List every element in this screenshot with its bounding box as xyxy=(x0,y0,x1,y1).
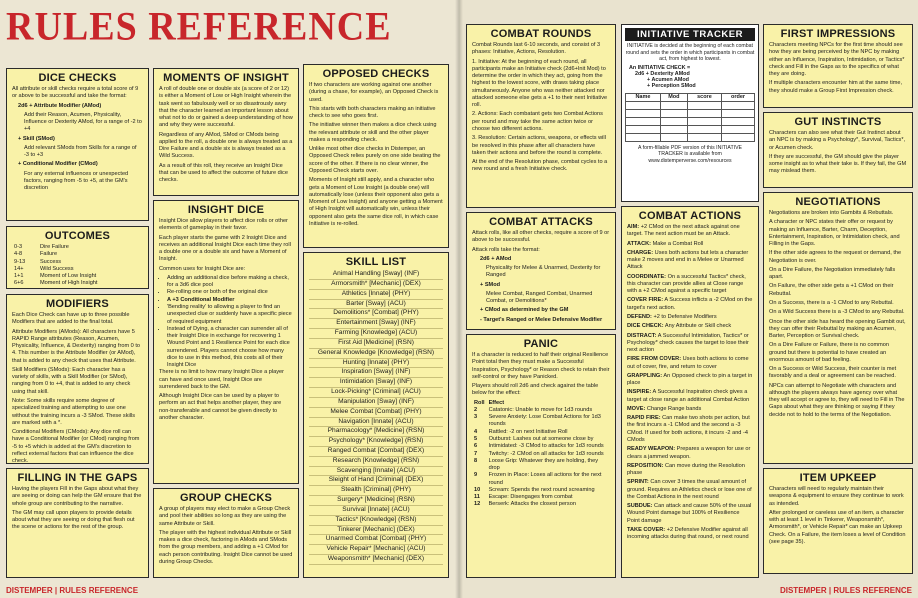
attack-formula-defense: - Target's Ranged or Melee Defensive Modifier xyxy=(480,316,603,323)
skill-item: Tactics* [Knowledge] (RSN) xyxy=(309,516,443,526)
group-checks-heading: GROUP CHECKS xyxy=(179,492,273,504)
table-row xyxy=(12,244,143,251)
panic-roll: 4 xyxy=(474,428,478,435)
attack-formula-smod: + SMod xyxy=(480,281,501,288)
combat-actions-list xyxy=(627,224,753,541)
tracker-calc-1: 2d6 + Dexterity AMod xyxy=(635,70,690,77)
outcome-result: Failure xyxy=(39,251,58,258)
outcome-roll: 6+6 xyxy=(14,280,24,287)
panic-heading: PANIC xyxy=(523,338,559,350)
table-row xyxy=(12,280,143,287)
combat-action-name: TAKE COVER: xyxy=(627,526,666,533)
tracker-cell[interactable] xyxy=(722,133,755,141)
skill-item: Barter [Sway] (ACU) xyxy=(309,300,443,310)
combat-action-desc: A Successful Intimidation, Tactics* or Psychology* check causes the target to lose their next action xyxy=(627,332,749,354)
combat-action-name: SPRINT: xyxy=(627,479,649,486)
skill-item: Melee Combat [Combat] (PHY) xyxy=(309,408,443,418)
skill-item: Ranged Combat [Combat] (DEX) xyxy=(309,447,443,457)
dice-formula-desc: Add their Reason, Acumen, Physicality, Influence or Dexterity AMod, for a range of -2 to +4 xyxy=(24,111,142,133)
opposed-p4: Unlike most other dice checks in Distemper, an Opposed Check relies purely on one side beating the score of the other. If there is no clear winner, the Opposed Check starts over. xyxy=(309,146,441,175)
panic-effect: Outburst: Lashes out at someone close by xyxy=(488,436,594,443)
skill-item: Pharmacology* [Medicine] (RSN) xyxy=(309,427,443,437)
insight-p1: Insight Dice allow players to affect dice rolls or other elements of gameplay in their favor. xyxy=(159,218,288,232)
combat-action-name: DICE CHECK: xyxy=(627,323,664,330)
table-row xyxy=(12,251,143,258)
combat-action-name: COORDINATE: xyxy=(627,273,667,280)
skill-item: Tinkerer [Mechanic] (DEX) xyxy=(309,526,443,536)
panic-effect: Catatonic: Unable to move for 1d3 rounds xyxy=(488,406,593,413)
combat-action-item xyxy=(627,241,753,248)
combat-attacks-p1: Attack rolls, like all other checks, require a score of 9 or above to be successful. xyxy=(472,230,610,244)
negotiations-p10: On a Success or Wild Success, their counter is met favorably and a deal or agreement can be reached. xyxy=(769,366,897,380)
first-impressions-p1: Characters meeting NPCs for the first time should see how they are being perceived by the NPC by making either an Influence, Inspiration, Intimidation, or Tactics* check and Fill in the Gaps as to the specifics of what they are doing. xyxy=(769,42,905,78)
outcome-result: Moment of High Insight xyxy=(39,280,98,287)
combat-action-desc: +2 Defensive Modifier against all incoming attacks during that round, or next round xyxy=(627,526,749,541)
tracker-cell[interactable] xyxy=(626,101,661,109)
moments-p1: A roll of double one or double six (a score of 2 or 12) is either a Moment of Low or High Insight wherein the task went so fabulously well or so disastrously awry that the character learned an important lesson about what not to do or gained a deep understanding of how and why they were successful. xyxy=(159,86,293,129)
skill-item: Scavenging [Innate] (ACU) xyxy=(309,467,443,477)
gut-instincts-heading: GUT INSTINCTS xyxy=(794,116,882,128)
combat-action-desc: Can cover 3 times the usual amount of ground. Requires an Athletics check or lose one of the Combat Actions in the next round xyxy=(627,479,752,500)
combat-action-name: COVER FIRE: xyxy=(627,297,664,304)
outcome-result: Wild Success xyxy=(39,265,74,272)
modifiers-heading: MODIFIERS xyxy=(46,298,109,310)
tracker-row[interactable] xyxy=(626,117,755,125)
insight-dice-box xyxy=(153,200,299,484)
table-row xyxy=(472,436,610,443)
combat-action-item xyxy=(627,333,753,355)
skill-item: Entertainment [Sway] (INF) xyxy=(309,319,443,329)
combat-action-desc: An Opposed check to pin a target in place xyxy=(627,372,753,387)
dice-skill: + Skill (SMod) xyxy=(18,135,55,142)
panic-effect: Scream: Spends the next round screaming xyxy=(488,486,595,493)
item-upkeep-box xyxy=(763,468,913,574)
filling-gaps-box xyxy=(6,468,149,578)
panic-roll: 7 xyxy=(474,450,478,457)
opposed-checks-box xyxy=(303,64,449,248)
panic-roll: 10 xyxy=(474,486,481,493)
outcomes-box xyxy=(6,226,149,289)
dice-checks-box xyxy=(6,68,149,221)
tracker-cell[interactable] xyxy=(660,109,687,117)
item-upkeep-p1: Characters will need to regularly maintain their weapons & equipment to ensure they continue to work as intended. xyxy=(769,486,904,507)
combat-action-desc: Can attack and cause 50% of the usual Wound Point damage but 100% of Resilience Point damage xyxy=(627,503,752,524)
panic-box xyxy=(466,334,616,578)
skill-item: Surgery* [Medicine] (RSN) xyxy=(309,496,443,506)
attack-formula-amod: 2d6 + AMod xyxy=(480,255,512,262)
combat-action-desc: Any Attribute or Skill check xyxy=(664,323,732,330)
negotiations-p11: NPCs can attempt to Negotiate with characters and although the players always have agency over what they will accept or agree to, they will need to Fill in The Gaps about what they are thinking or saying if they decide not to hold to the terms of the Negotiation. xyxy=(769,382,905,418)
negotiations-p8: Once the other side has heard the opening Gambit out, they can offer their Rebuttal by making an Acumen, Barter, Perception or Survival check. xyxy=(769,318,906,340)
skill-item: Unarmed Combat [Combat] (PHY) xyxy=(309,535,443,545)
combat-action-desc: Uses both actions but lets a character make 2 moves and end in a Melee or Unarmed Attack xyxy=(627,249,749,271)
negotiations-p2: A character or NPC states their offer or request by making an Influence, Barter, Charm, Deception, Entertainment, Inspiration, or Intimidation check, and Filling in the Gaps. xyxy=(769,219,900,248)
panic-effect: Loose Grip: Whatever they are holding, they drop xyxy=(488,457,599,472)
column-header: score xyxy=(687,93,721,101)
tracker-row[interactable] xyxy=(626,101,755,109)
combat-action-name: REPOSITION: xyxy=(627,462,664,469)
skill-item: Stealth [Criminal] (PHY) xyxy=(309,486,443,496)
skill-item: Intimidation [Sway] (INF) xyxy=(309,378,443,388)
list-item: • A +3 Conditional Modifier xyxy=(167,297,293,304)
combat-rounds-heading: COMBAT ROUNDS xyxy=(490,28,592,40)
panic-effect: Berserk: Attacks the closest person xyxy=(488,501,576,508)
skill-item: Sleight of Hand [Criminal] (DEX) xyxy=(309,476,443,486)
modifiers-p5: Conditional Modifiers (CMods): Any dice roll can have a Conditional Modifier (or CMod) ranging from -5 to +5 which is added at the GM's discretion to reflect external factors that can influence the dice check. xyxy=(12,429,140,464)
attack-formula-amod-desc: Physicality for Melee & Unarmed, Dexterity for Ranged xyxy=(486,265,601,279)
combat-action-desc: On a successful Tactics* check, this character can provide allies at Close range with a +2 CMod against a specific target xyxy=(627,273,746,295)
combat-action-name: ATTACK: xyxy=(627,240,652,247)
column-header: Effect xyxy=(488,399,505,406)
outcome-result: Moment of Low Insight xyxy=(39,273,97,280)
skill-list-heading: SKILL LIST xyxy=(345,256,407,268)
combat-action-item xyxy=(627,389,753,404)
group-p1: A group of players may elect to make a Group Check and pool their abilities so long as they are using the same Attribute or Skill. xyxy=(159,506,291,527)
modifiers-p1: Each Dice Check can have up to three possible Modifiers that are added to the final total. xyxy=(12,312,130,326)
panic-roll: 3 xyxy=(474,414,478,421)
outcome-result: Dire Failure xyxy=(39,244,69,251)
skill-item: Vehicle Repair* [Mechanic] (ACU) xyxy=(309,545,443,555)
tracker-calc-title: An INITIATIVE CHECK = xyxy=(629,64,691,71)
column-header: Roll xyxy=(474,399,485,406)
outcome-roll: 14+ xyxy=(14,265,24,272)
skill-item: Farming [Knowledge] (ACU) xyxy=(309,329,443,339)
combat-attacks-heading: COMBAT ATTACKS xyxy=(489,216,593,228)
table-row xyxy=(472,429,610,436)
combat-action-name: RAPID FIRE: xyxy=(627,415,661,422)
combat-action-item xyxy=(627,373,753,388)
page-gutter xyxy=(455,0,463,598)
list-item: • Instead of Dying, a character can surrender all of their Insight Dice in exchange for recovering 1 Wound Point and 1 Resilience Point for each dice surrendered. Players cannot choose how many dice to use in this method, this costs all of their Insight Dice xyxy=(167,326,293,370)
tracker-row[interactable] xyxy=(626,125,755,133)
tracker-cell[interactable] xyxy=(626,109,661,117)
skill-item: Athletics [Innate] (PHY) xyxy=(309,290,443,300)
first-impressions-heading: FIRST IMPRESSIONS xyxy=(780,28,896,40)
tracker-row[interactable] xyxy=(626,109,755,117)
modifiers-p2: Attribute Modifiers (AMods): All characters have 5 RAPID Range attributes (Reason, Acumen, Physicality, Influence, & Dexterity) ranging from 0 to 4. This number is the Attribute Modifier (or AMod), that is added to any check that uses that Attribute. xyxy=(12,328,140,364)
combat-action-item xyxy=(627,463,753,478)
combat-action-item xyxy=(627,503,753,525)
combat-attacks-box xyxy=(466,212,616,330)
column-header: Name xyxy=(626,93,661,101)
combat-action-item xyxy=(627,356,753,371)
first-impressions-p2: If multiple characters encounter him at the same time, they should make a Group First Impression check. xyxy=(769,80,903,94)
combat-action-item xyxy=(627,224,753,239)
panic-effect: Twitchy: -2 CMod on all attacks for 1d3 rounds xyxy=(488,450,604,457)
attack-formula-smod-desc: Melee Combat, Ranged Combat, Unarmed Combat, or Demolitions* xyxy=(486,290,593,305)
moments-heading: MOMENTS OF INSIGHT xyxy=(163,72,289,84)
panic-effect: Rattled: -2 on next Initiative Roll xyxy=(488,428,568,435)
insight-p5: Although Insight Dice can be used by a player to perform an act that helps another player, they are non-transferable and cannot be given directly to another character. xyxy=(159,393,282,421)
footer-right: DISTEMPER | RULES REFERENCE xyxy=(779,586,912,595)
combat-action-item xyxy=(627,250,753,272)
combat-action-item xyxy=(627,314,753,321)
outcome-roll: 0-3 xyxy=(14,244,23,251)
tracker-heading: INITIATIVE TRACKER xyxy=(625,28,755,41)
combat-action-item xyxy=(627,406,753,413)
combat-action-item xyxy=(627,323,753,330)
combat-action-desc: +2 CMod on the next attack against one target. The next action must be an Attack. xyxy=(627,224,740,238)
negotiations-p1: Negotiations are broken into Gambits & Rebuttals. xyxy=(769,210,894,217)
item-upkeep-p2: After prolonged or careless use of an item, a character with at least 1 level in Tinkerer, Weaponsmith*, Armorsmith*, or Vehicle Repair* can make an Upkeep Check. On a Failure, the item loses a level of Condition (see page 35). xyxy=(769,509,906,545)
combat-action-desc: Make a Combat Roll xyxy=(652,240,704,247)
tracker-cell[interactable] xyxy=(722,117,755,125)
combat-action-desc: Change Range bands xyxy=(646,405,702,412)
combat-action-name: DISTRACT: xyxy=(627,332,657,339)
dice-formula: 2d6 + Attribute Modifier (AMod) xyxy=(18,102,102,109)
combat-action-name: READY WEAPON: xyxy=(627,446,676,453)
skill-list xyxy=(309,270,443,565)
table-row xyxy=(12,266,143,273)
combat-action-name: GRAPPLING: xyxy=(627,372,663,379)
combat-action-name: AIM: xyxy=(627,224,640,231)
combat-rounds-p5: At the end of the Resolution phase, combat cycles to a new round and a fresh Initiative check. xyxy=(472,159,608,173)
filling-gaps-p2: The GM may call upon players to provide details about what they are seeing or doing that flesh out the scene or actions for the rest of the group. xyxy=(12,509,135,531)
skill-item: First Aid [Medicine] (RSN) xyxy=(309,339,443,349)
filling-gaps-heading: FILLING IN THE GAPS xyxy=(17,472,138,484)
skill-list-box xyxy=(303,252,449,578)
modifiers-p3: Skill Modifiers (SMods): Each character has a variety of skills, with a Skill Modifier (or SMod), ranging from 0 to +4, that is added to any check using that skill. xyxy=(12,366,131,395)
dice-cond-desc: For any external influences or unexpected factors, ranging from -5 to +5, at the GM's discretion xyxy=(24,170,129,192)
filling-gaps-p1: Having the players Fill in the Gaps about what they are seeing or doing can help the GM ensure that the whole group are contributing to the narrative. xyxy=(12,486,142,507)
first-impressions-box xyxy=(763,24,913,108)
tracker-cell[interactable] xyxy=(722,109,755,117)
panic-roll: 12 xyxy=(474,501,481,508)
combat-actions-box xyxy=(621,206,759,578)
combat-action-item xyxy=(627,415,753,444)
combat-action-name: INSPIRE: xyxy=(627,389,652,396)
panic-roll: 11 xyxy=(474,494,480,501)
combat-rounds-box xyxy=(466,24,616,208)
table-row xyxy=(472,451,610,458)
panic-roll: 2 xyxy=(474,406,478,413)
modifiers-p4: Note: Some skills require some degree of specialized training and attempting to use one without the training incurs a -3 SMod. These skills are marked with a *. xyxy=(12,398,136,426)
panic-table xyxy=(472,400,610,509)
panic-effect: Frozen in Place: Loses all actions for the next round xyxy=(488,472,602,486)
skill-item: Demolitions* [Combat] (PHY) xyxy=(309,309,443,319)
panic-roll: 8 xyxy=(474,457,478,464)
table-row xyxy=(472,414,610,429)
panic-roll: 5 xyxy=(474,436,478,443)
tracker-cell[interactable] xyxy=(722,125,755,133)
combat-action-name: FIRE FROM COVER: xyxy=(627,356,682,363)
skill-item: Inspiration [Sway] (INF) xyxy=(309,368,443,378)
negotiations-box xyxy=(763,192,913,464)
skill-item: Animal Handling [Sway] (INF) xyxy=(309,270,443,280)
combat-action-desc: Can make two shots per action, but the first incurs a -1 CMod and the second a -3 CMod. If used for both actions, it incurs -2 and -4 CMods xyxy=(627,415,750,443)
tracker-cell[interactable] xyxy=(626,125,661,133)
skill-item: Lock-Picking* [Criminal] (ACU) xyxy=(309,388,443,398)
outcome-result: Success xyxy=(39,258,62,265)
insight-uses-list xyxy=(159,275,293,369)
skill-item: Research [Knowledge] (RSN) xyxy=(309,457,443,467)
dice-skill-desc: Add relevant SMods from Skills for a range of -3 to +3 xyxy=(24,144,137,159)
list-item: • Adding an additional dice before making a check, for a 3d6 dice pool xyxy=(167,275,293,290)
combat-action-desc: Can move during the Resolution phase xyxy=(627,462,745,477)
gut-instincts-p1: Characters can also see what their Gut Instinct about an NPC is by making a Psychology*, Survival, Tactics*, or Acumen check. xyxy=(769,130,906,151)
combat-rounds-p4: 3. Resolution: Certain actions, weapons, or effects will be resolved in this phase after all characters have taken their actions and before the round is complete. xyxy=(472,135,606,156)
tracker-row[interactable] xyxy=(626,133,755,141)
tracker-note: A form-fillable PDF version of this INITIATIVE TRACKER is available from www.distemperverse.com/resources xyxy=(638,144,742,164)
tracker-calc-2: + Acumen AMod xyxy=(647,76,689,83)
skill-item: Weaponsmith* [Mechanic] (DEX) xyxy=(309,555,443,565)
outcome-roll: 4-8 xyxy=(14,251,23,258)
table-row xyxy=(472,487,610,494)
combat-action-desc: Uses both actions to come out of cover, fire, and return to cover xyxy=(627,356,749,370)
attack-formula-cmod: + CMod as determined by the GM xyxy=(480,307,569,314)
panic-p2: Players should roll 2d6 and check against the table below for the effect: xyxy=(472,383,599,397)
tracker-cell[interactable] xyxy=(687,117,721,125)
combat-action-name: MOVE: xyxy=(627,405,646,412)
list-item: • Re-rolling one or both of the original dice xyxy=(167,289,293,296)
table-row xyxy=(472,494,610,501)
page-title: RULES REFERENCE xyxy=(6,4,392,50)
panic-roll: 9 xyxy=(474,472,478,479)
negotiations-p7: On a Wild Success there is a -3 CMod to any Rebuttal. xyxy=(769,309,905,316)
skill-item: Armorsmith* [Mechanic] (DEX) xyxy=(309,280,443,290)
combat-rounds-p2: 1. Initiative: At the beginning of each round, all participants make an Initiative check (2d6+Init Mod) to determine the order in which they act, going from the highest to the lowest score, with draws taking place simultaneously. Anyone who was neither attacked nor attacked someone else gets a +1 to their next Initiative roll. xyxy=(472,58,608,109)
item-upkeep-heading: ITEM UPKEEP xyxy=(799,472,877,484)
combat-action-item xyxy=(627,479,753,501)
combat-action-desc: +2 to Defensive Modifiers xyxy=(653,314,717,321)
table-row xyxy=(472,472,610,487)
combat-action-desc: A Success inflicts a -2 CMod on the target's next action. xyxy=(627,297,753,311)
skill-item: Navigation [Innate] (ACU) xyxy=(309,418,443,428)
tracker-cell[interactable] xyxy=(660,133,687,141)
panic-roll: 6 xyxy=(474,443,478,450)
panic-effect: Severe Anxiety: Lose Combat Actions for 1d3 rounds xyxy=(488,414,601,428)
group-checks-box xyxy=(153,488,299,578)
tracker-grid xyxy=(625,93,755,142)
table-row xyxy=(12,259,143,266)
panic-effect: Escape: Disengages from combat xyxy=(488,494,573,501)
combat-action-item xyxy=(627,527,753,542)
negotiations-p6: On a Success, there is a -1 CMod to any Rebuttal. xyxy=(769,300,894,307)
opposed-p2: This starts with both characters making an initiative check to see who goes first. xyxy=(309,105,436,120)
modifiers-box xyxy=(6,294,149,464)
combat-rounds-p1: Combat Rounds last 6-10 seconds, and consist of 3 phases: Initiative, Actions, Resolution. xyxy=(472,42,601,56)
initiative-tracker xyxy=(621,24,759,202)
skill-item: Hunting [Innate] (PHY) xyxy=(309,359,443,369)
insight-dice-heading: INSIGHT DICE xyxy=(187,204,265,216)
tracker-cell[interactable] xyxy=(626,117,661,125)
moments-box xyxy=(153,68,299,196)
skill-item: General Knowledge [Knowledge] (RSN) xyxy=(309,349,443,359)
gut-instincts-box xyxy=(763,112,913,188)
dice-cond: + Conditional Modifier (CMod) xyxy=(18,161,98,168)
tracker-cell[interactable] xyxy=(626,133,661,141)
opposed-p1: If two characters are working against one another (during a chase, for example), an Opposed Check is used. xyxy=(309,82,439,103)
table-row xyxy=(472,501,610,508)
combat-action-item xyxy=(627,274,753,296)
moments-p2: Regardless of any AMod, SMod or CMods being applied to the roll, a double one is always treated as a Dire Failure and a double six is always treated as a Wild Success. xyxy=(159,131,293,160)
combat-rounds-p3: 2. Actions: Each combatant gets two Combat Actions per round and may take the same action twice or choose two different actions. xyxy=(472,111,603,133)
skill-item: Psychology* [Knowledge] (RSN) xyxy=(309,437,443,447)
opposed-heading: OPPOSED CHECKS xyxy=(322,68,430,80)
negotiations-heading: NEGOTIATIONS xyxy=(795,196,881,208)
tracker-cell[interactable] xyxy=(687,109,721,117)
opposed-p5: Moments of Insight still apply, and a character who gets a Moment of Low Insight (a double one) will automatically lose (unless their opponent also gets a Moment of Low Insight) and anyone getting a Moment of High Insight will automatically win, unless their opponent also gets the same dice roll, in which case Initiative is re-rolled. xyxy=(309,177,443,227)
panic-effect: Intimidated: -3 CMod to attacks for 1d3 rounds xyxy=(488,443,604,450)
combat-action-name: CHARGE: xyxy=(627,249,654,256)
combat-action-desc: Prepares a weapon for use or clears a jammed weapon. xyxy=(627,446,751,460)
tracker-header-row xyxy=(626,93,755,101)
combat-action-desc: A Successful Inspiration check gives a target at close range an additional Combat Action xyxy=(627,389,750,403)
tracker-cell[interactable] xyxy=(687,133,721,141)
outcome-roll: 1+1 xyxy=(14,273,24,280)
table-row xyxy=(472,407,610,414)
moments-p3: As a result of this roll, they receive an Insight Dice that can be used to affect the outcome of future dice checks. xyxy=(159,162,288,184)
tracker-desc: INITIATIVE is decided at the beginning of each combat round and sets the order in which participants in combat act, from highest to lowest. xyxy=(625,43,755,62)
tracker-calc-3: + Perception SMod xyxy=(647,83,696,90)
skill-item: Manipulation [Sway] (INF) xyxy=(309,398,443,408)
insight-p3: Common uses for Insight Dice are: xyxy=(159,265,246,272)
table-row xyxy=(12,273,143,280)
group-p2: The player with the highest individual Attribute or Skill makes a dice check, factoring in AMods and SMods from the group members, and adding a +1 CMod for each person contributing. Insight Dice cannot be used during Group Checks. xyxy=(159,529,293,565)
column-header: Mod xyxy=(660,93,687,101)
insight-p4: There is no limit to how many Insight Dice a player can have and once used, Insight Dice are surrendered back to the GM. xyxy=(159,369,284,390)
dice-checks-intro: All attribute or skill checks require a total score of 9 or above to be successful and take the format: xyxy=(12,86,139,100)
tracker-cell[interactable] xyxy=(660,125,687,133)
column-header: order xyxy=(722,93,755,101)
combat-action-name: SUBDUE: xyxy=(627,503,653,510)
insight-p2: Each player starts the game with 2 Insight Dice and receives an additional Insight Dice each time they roll a double one or a double six and have a Moment of Insight. xyxy=(159,234,291,263)
tracker-cell[interactable] xyxy=(722,101,755,109)
combat-attacks-p2: Attack rolls take the format: xyxy=(472,246,540,253)
list-item: • 'Bending reality' to allowing a player to find an unexpected clue or suddenly have a specific piece of required equipment xyxy=(167,304,293,326)
tracker-cell[interactable] xyxy=(660,117,687,125)
gut-instincts-p2: If they are successful, the GM should give the player some insight as to what their take is. If they fail, the GM may mislead them. xyxy=(769,153,907,175)
table-row xyxy=(472,443,610,450)
combat-action-item xyxy=(627,297,753,312)
negotiations-p5: On Failure, the other side gets a +1 CMod on their Rebuttal. xyxy=(769,283,894,297)
table-header-row xyxy=(472,400,610,407)
table-row xyxy=(472,458,610,473)
combat-actions-heading: COMBAT ACTIONS xyxy=(638,210,742,222)
skill-item: Survival [Innate] (ACU) xyxy=(309,506,443,516)
dice-checks-heading: DICE CHECKS xyxy=(38,72,117,84)
negotiations-p4: On a Dire Failure, the Negotiation immediately falls apart. xyxy=(769,266,896,281)
tracker-cell[interactable] xyxy=(687,125,721,133)
combat-action-item xyxy=(627,446,753,461)
opposed-p3: The initiative winner then makes a dice check using the relevant attribute or skill and the other player makes a responding check. xyxy=(309,122,437,143)
panic-p1: If a character is reduced to half their original Resilience Point total then they must make a Successful Inspiration, Psychology* or Reason check to retain their self-control or they have Panicked. xyxy=(472,352,610,380)
outcomes-table xyxy=(12,244,143,288)
combat-action-name: DEFEND: xyxy=(627,314,652,321)
tracker-cell[interactable] xyxy=(660,101,687,109)
outcome-roll: 9-13 xyxy=(14,258,26,265)
negotiations-p9: On a Dire Failure or Failure, there is no common ground but there is potential to have created an enormous amount of bad feeling. xyxy=(769,342,890,363)
footer-left: DISTEMPER | RULES REFERENCE xyxy=(6,586,139,595)
negotiations-p3: If the other side agrees to the request or demand, the Negotiation is over. xyxy=(769,250,902,264)
tracker-cell[interactable] xyxy=(687,101,721,109)
outcomes-heading: OUTCOMES xyxy=(44,230,111,242)
